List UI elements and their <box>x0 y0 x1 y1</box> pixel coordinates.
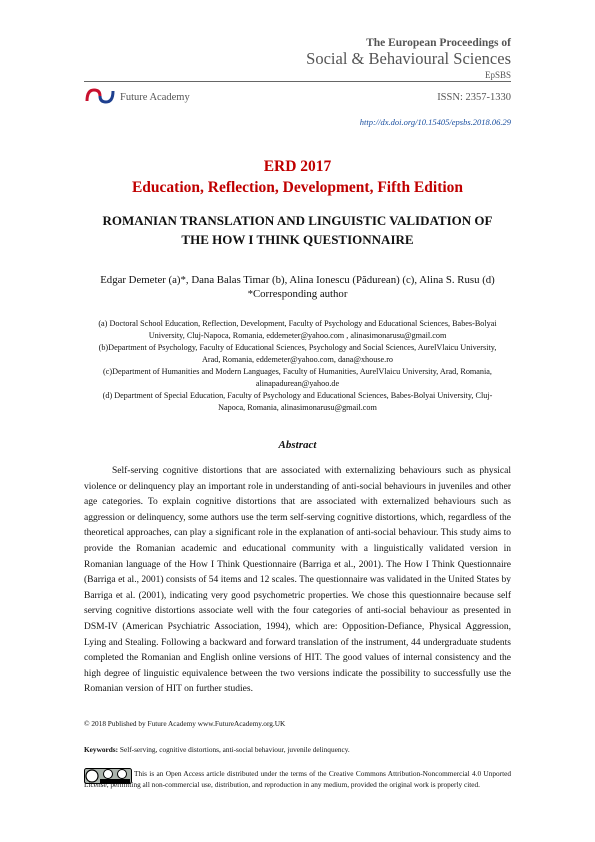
license-text: This is an Open Access article distributed under the terms of the Creative Commons Attribution-Noncommercial 4.0 Unported License, permitting all non-commercial use, distribution, and reproduction in any medium, provided the original work is properly cited. <box>84 769 511 789</box>
journal-line1: The European Proceedings of <box>366 37 511 49</box>
affiliation-c: (c)Department of Humanities and Modern Languages, Faculty of Humanities, AurelVlaicu University, Arad, Romania, alinapadurean@yahoo.de <box>103 367 492 388</box>
conference-name: ERD 2017 <box>263 158 332 175</box>
keywords-label: Keywords: <box>84 745 119 754</box>
affiliation-a: (a) Doctoral School Education, Reflection, Development, Faculty of Psychology and Educational Sciences, Babes-Bolyai University, Cluj-Napoca, Romania, eddemeter@yahoo.com , alinasimonarusu@gmail.com <box>98 319 497 340</box>
header-divider <box>84 81 511 82</box>
issn: ISSN: 2357-1330 <box>437 92 511 103</box>
journal-title: Social & Behavioural Sciences <box>306 49 511 68</box>
authors-block <box>84 273 511 301</box>
paper-title-line2: THE HOW I THINK QUESTIONNAIRE <box>181 232 414 247</box>
affiliation-d: (d) Department of Special Education, Faculty of Psychology and Educational Sciences, Babes-Bolyai University, Cluj-Napoca, Romania, alinasimonarusu@gmail.com <box>102 391 493 412</box>
paper-title <box>84 211 511 249</box>
conference-edition: Education, Reflection, Development, Fifth Edition <box>131 179 464 196</box>
corresponding-author: *Corresponding author <box>247 288 348 300</box>
publisher-name: Future Academy <box>120 92 190 103</box>
keywords <box>84 745 350 754</box>
future-academy-logo <box>84 87 116 105</box>
paper-title-line1: ROMANIAN TRANSLATION AND LINGUISTIC VALIDATION OF <box>102 213 493 228</box>
conference-title <box>84 156 511 198</box>
abstract-text: Self-serving cognitive distortions that are associated with externalizing behaviours such as physical violence or delinquency play an important role in understanding of anti-social behaviours in juveniles and other age categories. To explain cognitive distortions that are associated with externalized behaviours such as aggression or delinquency, some authors use the term self-serving cognitive distortions, which, regardless of the theoretical approaches, can play a significant role in the explanation of anti-social behaviour. This study aims to provide the Romanian academic and educational community with a linguistically validated version in Romanian language of the How I Think Questionnaire (Barriga et al., 2001). The How I Think Questionnaire (Barriga et al., 2001) consists of 54 items and 12 scales. The questionnaire was validated in the United States by Barriga et al. (2001), indicating very good psychometric properties. We chose this questionnaire because self serving cognitive distortions associate well with the four categories of anti-social behaviour as presented in DSM-IV (American Psychiatric Association, 1994), which are: Opposition-Defiance, Physical Aggression, Lying and Stealing. Following a backward and forward translation of the instrument, 44 undergraduate students completed the Romanian and English online versions of HIT. The good values of internal consistency and the high degree of linguistic equivalence between the two versions indicate the possibility to successfully use the Romanian version of HIT on further studies. <box>84 466 511 695</box>
abstract-heading: Abstract <box>278 439 317 451</box>
copyright-line: © 2018 Published by Future Academy www.FutureAcademy.org.UK <box>84 719 286 728</box>
doi-link[interactable]: http://dx.doi.org/10.15405/epsbs.2018.06.29 <box>359 117 511 127</box>
journal-abbr: EpSBS <box>484 70 511 80</box>
keywords-text: Self-serving, cognitive distortions, anti-social behaviour, juvenile delinquency. <box>119 745 350 754</box>
affiliations <box>90 318 505 414</box>
authors: Edgar Demeter (a)*, Dana Balas Timar (b), Alina Ionescu (Pădurean) (c), Alina S. Rusu (d) <box>100 274 495 286</box>
affiliation-b: (b)Department of Psychology, Faculty of Educational Sciences, Psychology and Social Sciences, AurelVlaicu University, Arad, Romania, eddemeter@yahoo.com, dana@xhouse.ro <box>98 343 497 364</box>
